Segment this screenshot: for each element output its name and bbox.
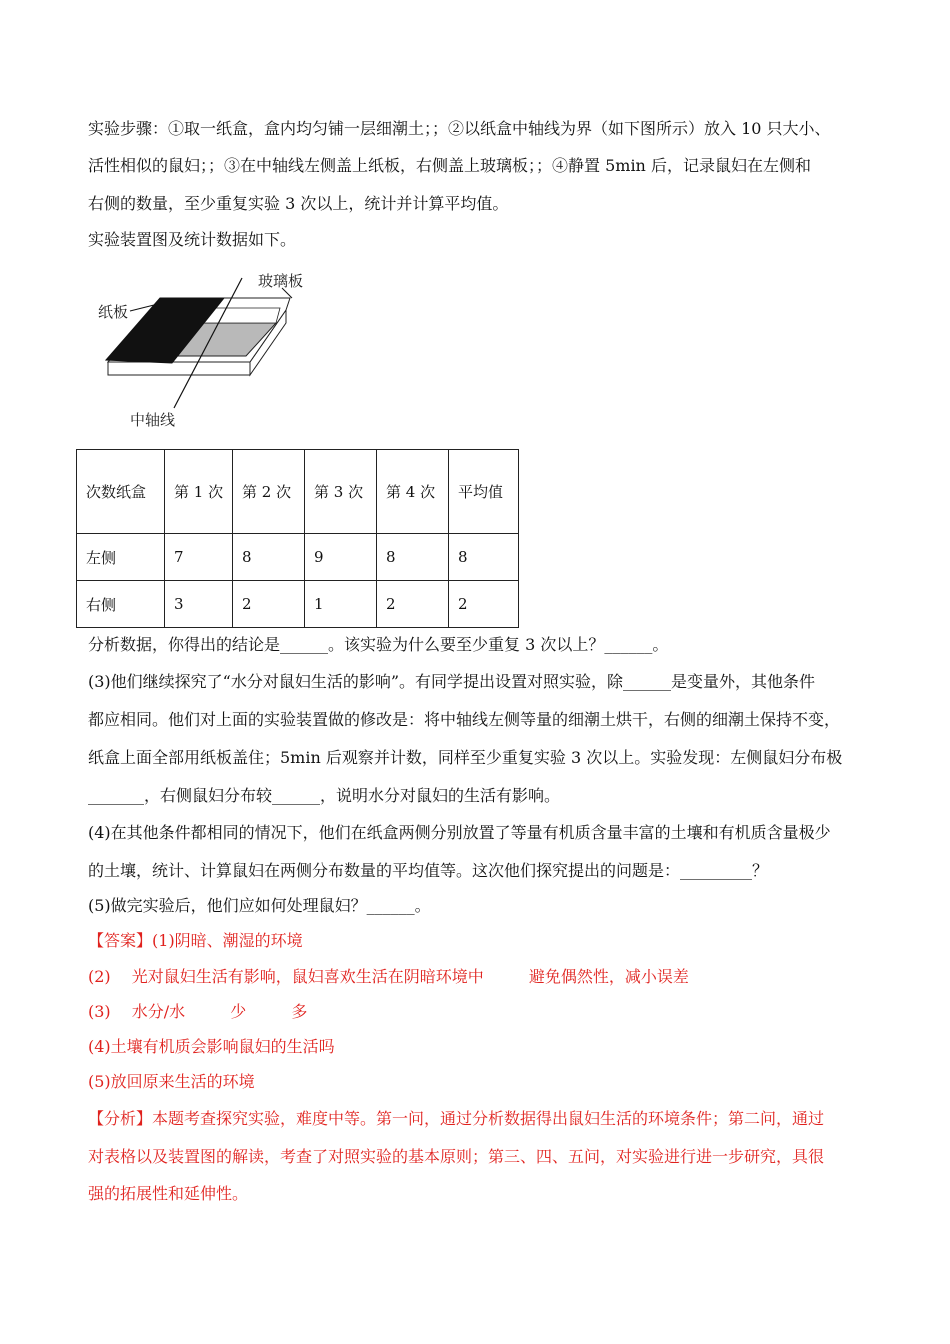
- answer-3-part-2: 少: [230, 1002, 247, 1021]
- figure-intro: 实验装置图及统计数据如下。: [88, 230, 297, 249]
- table-header-cell: 第 4 次: [377, 450, 449, 534]
- answer-2-part-1: 光对鼠妇生活有影响，鼠妇喜欢生活在阴暗环境中: [131, 967, 484, 986]
- answer-line-1: [88, 930, 303, 952]
- table-cell: 右侧: [77, 581, 165, 628]
- question-3-line-4: _______，右侧鼠妇分布较______，说明水分对鼠妇的生活有影响。: [88, 786, 561, 805]
- question-analysis: 分析数据，你得出的结论是______。该实验为什么要至少重复 3 次以上？______。: [88, 635, 669, 654]
- table-cell: 2: [377, 581, 449, 628]
- label-paper: 纸板: [98, 303, 129, 321]
- steps-line-1: 实验步骤：①取一纸盒，盒内均匀铺一层细潮土；；②以纸盒中轴线为界（如下图所示）放入 10 只大小、: [88, 119, 831, 138]
- table-cell: 左侧: [77, 534, 165, 581]
- table-row: [77, 581, 519, 628]
- table-header-cell: 第 2 次: [233, 450, 305, 534]
- table-row: [77, 534, 519, 581]
- question-5: (5)做完实验后，他们应如何处理鼠妇？______。: [88, 896, 431, 915]
- answer-1: (1)阴暗、潮湿的环境: [152, 931, 303, 950]
- table-header-row: [77, 450, 519, 534]
- steps-line-3: 右侧的数量，至少重复实验 3 次以上，统计并计算平均值。: [88, 194, 509, 213]
- table-header-cell: 第 1 次: [165, 450, 233, 534]
- analysis-line-1: [88, 1108, 824, 1130]
- answer-3-part-3: 多: [291, 1002, 308, 1021]
- table-header-cell: 次数纸盒: [77, 450, 165, 534]
- answer-3-number: (3): [88, 1002, 111, 1021]
- answer-3-part-1: 水分/水: [131, 1002, 186, 1021]
- label-axis: 中轴线: [130, 411, 176, 429]
- answer-2-part-2: 避免偶然性，减小误差: [528, 967, 689, 986]
- label-glass: 玻璃板: [258, 272, 304, 290]
- question-3-line-1: (3)他们继续探究了“水分对鼠妇生活的影响”。有同学提出设置对照实验，除______是变量外，其他条件: [88, 672, 816, 691]
- analysis-text-1: 本题考查探究实验，难度中等。第一问，通过分析数据得出鼠妇生活的环境条件；第二问，通过: [152, 1109, 825, 1128]
- table-cell: 1: [305, 581, 377, 628]
- answer-line-5: (5)放回原来生活的环境: [88, 1072, 255, 1091]
- box-front-face: [108, 362, 250, 375]
- question-4-line-1: (4)在其他条件都相同的情况下，他们在纸盒两侧分别放置了等量有机质含量丰富的土壤和有机质含量极少: [88, 823, 831, 842]
- answer-line-4: (4)土壤有机质会影响鼠妇的生活吗: [88, 1037, 335, 1056]
- answer-2-number: (2): [88, 967, 111, 986]
- table-cell: 8: [233, 534, 305, 581]
- table-header-cell: 第 3 次: [305, 450, 377, 534]
- table-header-cell: 平均值: [449, 450, 519, 534]
- answer-tag: 【答案】: [88, 931, 153, 950]
- table-cell: 2: [233, 581, 305, 628]
- analysis-tag: 【分析】: [88, 1109, 153, 1128]
- table-cell: 2: [449, 581, 519, 628]
- answer-line-2: [88, 966, 689, 988]
- table-cell: 8: [377, 534, 449, 581]
- table-cell: 3: [165, 581, 233, 628]
- steps-line-2: 活性相似的鼠妇；；③在中轴线左侧盖上纸板，右侧盖上玻璃板；；④静置 5min 后，记录鼠妇在左侧和: [88, 156, 811, 175]
- question-4-line-2: 的土壤，统计、计算鼠妇在两侧分布数量的平均值等。这次他们探究提出的问题是：_________？: [88, 861, 769, 880]
- question-3-line-2: 都应相同。他们对上面的实验装置做的修改是：将中轴线左侧等量的细潮土烘干，右侧的细潮土保持不变，: [88, 710, 841, 729]
- analysis-line-3: 强的拓展性和延伸性。: [88, 1184, 249, 1203]
- answer-line-3: [88, 1001, 307, 1023]
- analysis-line-2: 对表格以及装置图的解读，考查了对照实验的基本原则；第三、四、五问，对实验进行进一步研究，具很: [88, 1147, 825, 1166]
- question-3-line-3: 纸盒上面全部用纸板盖住；5min 后观察并计数，同样至少重复实验 3 次以上。实验发现：左侧鼠妇分布极: [88, 748, 843, 767]
- apparatus-diagram: [96, 268, 326, 433]
- table-cell: 7: [165, 534, 233, 581]
- table-cell: 9: [305, 534, 377, 581]
- data-table: [76, 449, 519, 628]
- table-cell: 8: [449, 534, 519, 581]
